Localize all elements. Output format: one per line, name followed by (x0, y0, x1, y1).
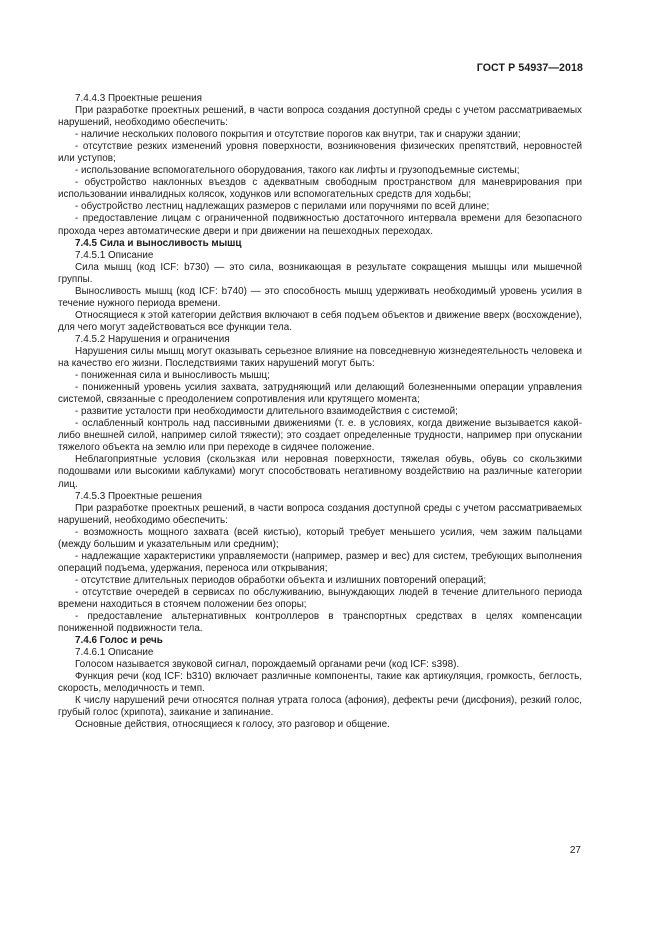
paragraph: К числу нарушений речи относятся полная утрата голоса (афония), дефекты речи (дисфония), резкий голос, грубый голос (хрипота), заикание и запинание. (58, 695, 582, 719)
section-heading: 7.4.5 Сила и выносливость мышц (75, 237, 242, 249)
paragraph: - предоставление лицам с ограниченной подвижностью достаточного интервала времени для безопасного прохода через автоматические двери и при движении на пешеходных переходах. (58, 213, 582, 237)
paragraph: Сила мышц (код ICF: b730) — это сила, возникающая в результате сокращения мышцы или мышечной группы. (58, 261, 582, 285)
paragraph: - отсутствие очередей в сервисах по обслуживанию, вынуждающих людей в течение длительного периода времени находиться в стоячем положении без опоры; (58, 586, 582, 610)
section-heading: 7.4.6 Голос и речь (75, 635, 163, 647)
subsection-heading: 7.4.5.2 Нарушения и ограничения (75, 333, 230, 345)
paragraph: Нарушения силы мышц могут оказывать серьезное влияние на повседневную жизнедеятельность человека и на качество его жизни. Последствиями таких нарушений могут быть: (58, 345, 582, 370)
paragraph: Неблагоприятные условия (скользкая или неровная поверхности, тяжелая обувь, обувь со скользкими подошвами или высокими каблуками) могут способствовать негативному воздействию на различные категории лиц. (58, 454, 582, 490)
page-number: 27 (569, 845, 581, 856)
paragraph: Основные действия, относящиеся к голосу, это разговор и общение. (75, 719, 390, 731)
paragraph: - обустройство наклонных въездов с адекватным свободным пространством для маневрирования при использовании инвалидных колясок, ходунков или вспомогательных средств для ходьбы; (58, 177, 582, 201)
paragraph: - наличие нескольких полового покрытия и отсутствие порогов как внутри, так и снаружи здании; (75, 129, 521, 141)
paragraph: - обустройство лестниц надлежащих размеров с перилами или поручнями по всей длине; (75, 201, 490, 213)
paragraph: При разработке проектных решений, в части вопроса создания доступной среды с учетом рассматриваемых нарушений, необходимо обеспечить: (58, 502, 582, 526)
paragraph: - надлежащие характеристики управляемости (например, размер и вес) для систем, требующих выполнения операций подъема, удержания, переноса или открывания; (58, 550, 582, 574)
paragraph: - предоставление альтернативных контроллеров в транспортных средствах в целях компенсации пониженной подвижности тела. (58, 611, 582, 635)
paragraph: - отсутствие резких изменений уровня поверхности, возникновения физических препятствий, неровностей или уступов; (58, 141, 582, 165)
paragraph: - использование вспомогательного оборудования, такого как лифты и грузоподъемные системы; (75, 165, 520, 177)
paragraph: - развитие усталости при необходимости длительного взаимодействия с системой; (75, 406, 458, 418)
document-body (58, 93, 582, 731)
subsection-heading: 7.4.6.1 Описание (75, 647, 154, 659)
subsection-heading: 7.4.4.3 Проектные решения (75, 93, 202, 104)
standard-code: ГОСТ Р 54937—2018 (476, 62, 583, 74)
paragraph: При разработке проектных решений, в части вопроса создания доступной среды с учетом рассматриваемых нарушений, необходимо обеспечить: (58, 105, 582, 129)
paragraph: - пониженная сила и выносливость мышц; (75, 370, 270, 382)
paragraph: - возможность мощного захвата (всей кистью), который требует меньшего усилия, чем зажим пальцами (между большим и указательным или средним); (58, 526, 582, 550)
paragraph: Относящиеся к этой категории действия включают в себя подъем объектов и движение вверх (восхождение), для чего могут задействоваться все функции тела. (58, 309, 582, 333)
paragraph: Выносливость мышц (код ICF: b740) — это способность мышц удерживать необходимый уровень усилия в течение нужного периода времени. (58, 285, 582, 309)
paragraph: Функция речи (код ICF: b310) включает различные компоненты, такие как артикуляция, громкость, беглость, скорость, мелодичность и темп. (58, 671, 582, 695)
paragraph: - отсутствие длительных периодов обработки объекта и излишних повторений операций; (75, 574, 487, 586)
subsection-heading: 7.4.5.3 Проектные решения (75, 490, 202, 502)
paragraph: - пониженный уровень усилия захвата, затрудняющий или делающий болезненными операции управления системой, связанные с преодолением сопротивления или крутящего момента; (58, 382, 582, 406)
subsection-heading: 7.4.5.1 Описание (75, 249, 154, 261)
paragraph: - ослабленный контроль над пассивными движениями (т. е. в условиях, когда движение вызывается какой-либо внешней силой, например силой тяжести); это создает определенные трудности, например при опускании тяжелого объекта на землю или при переходе в сидячее положение. (58, 418, 582, 454)
paragraph: Голосом называется звуковой сигнал, порождаемый органами речи (код ICF: s398). (75, 659, 460, 671)
